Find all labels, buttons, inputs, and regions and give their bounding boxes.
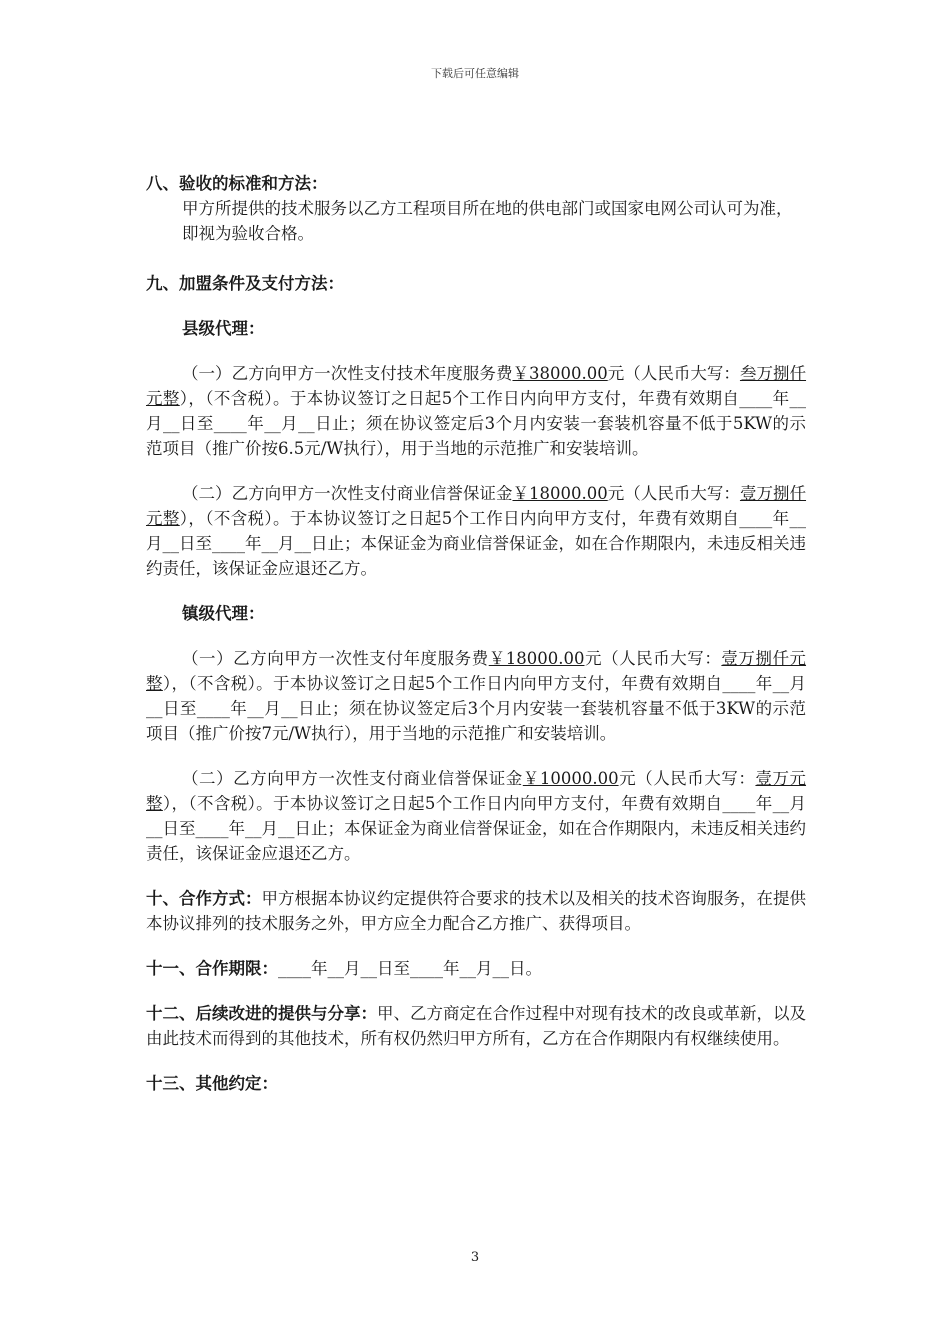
deposit-amount: ￥10000.00	[522, 769, 619, 788]
deposit-amount-words: 壹万元整	[146, 769, 807, 813]
section-13-heading: 十三、其他约定：	[146, 1074, 278, 1093]
section-11	[146, 956, 806, 981]
page-header-note: 下载后可任意编辑	[431, 67, 519, 80]
section-12-body: 甲、乙方商定在合作过程中对现有技术的改良或革新，以及由此技术而得到的其他技术，所有权仍然归甲方所有，乙方在合作期限内有权继续使用。	[146, 1004, 806, 1048]
section-11-heading: 十一、合作期限：	[146, 959, 278, 978]
deposit-amount: ￥18000.00	[512, 484, 608, 503]
section-8-body: 甲方所提供的技术服务以乙方工程项目所在地的供电部门或国家电网公司认可为准，即视为验收合格。	[182, 199, 793, 243]
section-12-heading: 十二、后续改进的提供与分享：	[146, 1004, 377, 1023]
fee-amount-words: 壹万捌仟元整	[146, 649, 807, 693]
county-fee-paragraph: （一）乙方向甲方一次性支付技术年度服务费￥38000.00元（人民币大写：叁万捌仟元整），（不含税）。于本协议签订之日起5个工作日内向甲方支付，年费有效期自____年__月__日至____年__月__日止；须在协议签定后3个月内安装一套装机容量不低于5KW的示范项目（推广价按6.5元/W执行），用于当地的示范推广和安装培训。	[146, 364, 807, 458]
section-10-heading: 十、合作方式：	[146, 889, 262, 908]
page-number: 3	[470, 1250, 480, 1265]
section-11-body: ____年__月__日至____年__月__日。	[278, 959, 542, 978]
fee-amount: ￥38000.00	[512, 364, 608, 383]
town-fee-paragraph: （一）乙方向甲方一次性支付年度服务费￥18000.00元（人民币大写：壹万捌仟元整），（不含税）。于本协议签订之日起5个工作日内向甲方支付，年费有效期自____年__月__日至____年__月__日止；须在协议签定后3个月内安装一套装机容量不低于3KW的示范项目（推广价按7元/W执行），用于当地的示范推广和安装培训。	[146, 649, 807, 743]
county-deposit-paragraph: （二）乙方向甲方一次性支付商业信誉保证金￥18000.00元（人民币大写：壹万捌仟元整），（不含税）。于本协议签订之日起5个工作日内向甲方支付，年费有效期自____年__月__日至____年__月__日止；本保证金为商业信誉保证金，如在合作期限内，未违反相关违约责任，该保证金应退还乙方。	[146, 484, 807, 578]
section-8-heading: 八、验收的标准和方法：	[146, 174, 328, 193]
town-deposit-paragraph: （二）乙方向甲方一次性支付商业信誉保证金￥10000.00元（人民币大写：壹万元整），（不含税）。于本协议签订之日起5个工作日内向甲方支付，年费有效期自____年__月__日至____年__月__日止；本保证金为商业信誉保证金，如在合作期限内，未违反相关违约责任，该保证金应退还乙方。	[146, 769, 807, 863]
town-agent-title: 镇级代理：	[182, 604, 265, 623]
section-9-heading: 九、加盟条件及支付方法：	[146, 274, 344, 293]
section-10-body: 甲方根据本协议约定提供符合要求的技术以及相关的技术咨询服务，在提供本协议排列的技术服务之外，甲方应全力配合乙方推广、获得项目。	[146, 889, 806, 933]
section-12	[146, 1001, 806, 1051]
county-agent-title: 县级代理：	[182, 319, 265, 338]
section-10	[146, 886, 806, 936]
deposit-amount-words: 壹万捌仟元整	[146, 484, 807, 528]
document-body	[146, 171, 806, 1096]
fee-amount: ￥18000.00	[488, 649, 585, 668]
fee-amount-words: 叁万捌仟元整	[146, 364, 807, 408]
